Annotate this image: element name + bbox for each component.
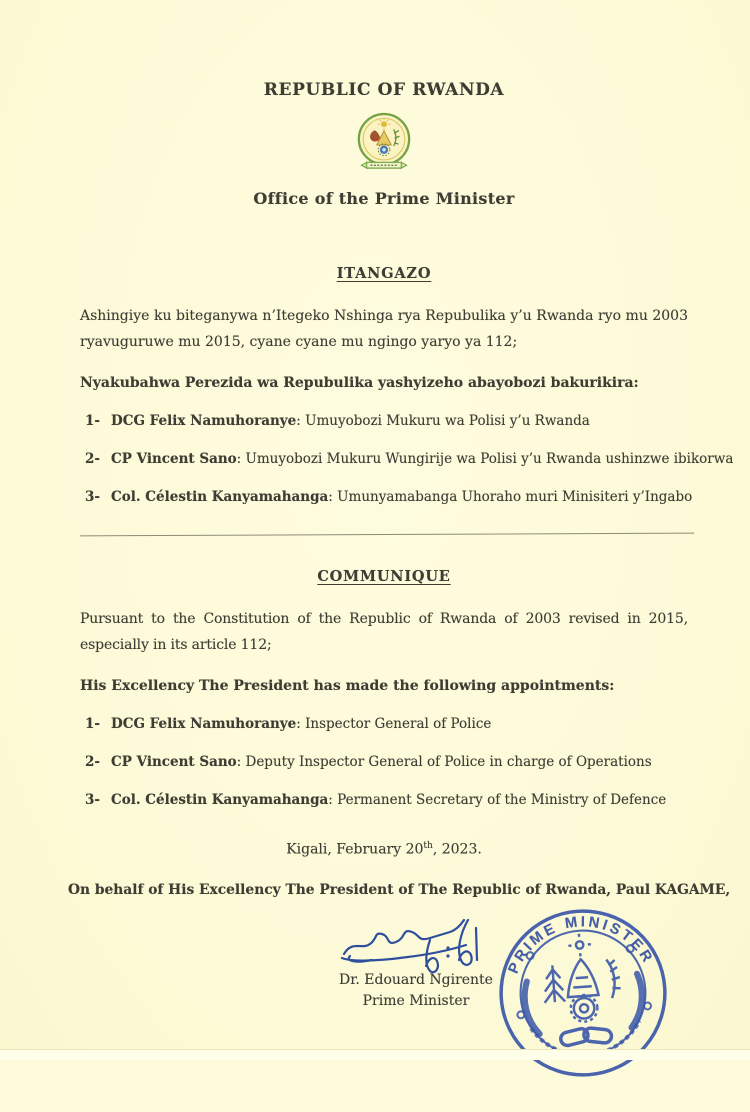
list-item: 3- Col. Célestin Kanyamahanga: Umunyamabanga Uhoraho muri Minisiteri y’Ingabo	[85, 489, 693, 505]
republic-title: REPUBLIC OF RWANDA	[263, 80, 505, 100]
rwanda-emblem-icon	[355, 110, 413, 176]
communique-heading: COMMUNIQUE	[317, 568, 451, 585]
stamp-arc-text: PRIME MINISTER	[505, 913, 657, 976]
communique-lead: His Excellency The President has made the following appointments:	[80, 678, 615, 694]
signer-identity	[316, 970, 516, 1012]
appointee-name: Col. Célestin Kanyamahanga	[111, 792, 329, 808]
itangazo-intro: Ashingiye ku biteganywa n’Itegeko Nshinga rya Repubulika y’u Rwanda ryo mu 2003 ryavuguruwe mu 2015, cyane cyane mu ngingo yaryo ya 112;	[80, 308, 688, 350]
stamp-knot	[559, 1025, 613, 1047]
office-title: Office of the Prime Minister	[253, 189, 515, 208]
signature-icon	[338, 914, 503, 976]
itangazo-lead: Nyakubahwa Perezida wa Repubulika yashyizeho abayobozi bakurikira:	[80, 375, 639, 391]
appointee-name: CP Vincent Sano	[111, 451, 237, 467]
appointee-role: : Umunyamabanga Uhoraho muri Minisiteri y’Ingabo	[328, 489, 693, 505]
appointee-name: CP Vincent Sano	[111, 754, 237, 770]
appointee-role: : Permanent Secretary of the Ministry of Defence	[328, 792, 667, 808]
itangazo-heading: ITANGAZO	[336, 265, 432, 282]
communique-appointments-list	[80, 716, 688, 808]
appointee-role: : Umuyobozi Mukuru wa Polisi y’u Rwanda	[296, 413, 590, 429]
communique-intro: Pursuant to the Constitution of the Republic of Rwanda of 2003 revised in 2015, especially in its article 112;	[80, 611, 688, 653]
signer-title: Prime Minister	[362, 992, 470, 1009]
list-item: 3- Col. Célestin Kanyamahanga: Permanent Secretary of the Ministry of Defence	[85, 792, 667, 808]
page-bottom-edge	[0, 1049, 750, 1060]
signer-name: Dr. Edouard Ngirente	[339, 971, 493, 988]
list-item: 1- DCG Felix Namuhoranye: Umuyobozi Mukuru wa Polisi y’u Rwanda	[85, 413, 590, 429]
on-behalf-line: On behalf of His Excellency The President of The Republic of Rwanda, Paul KAGAME,	[68, 881, 731, 898]
itangazo-appointments-list	[80, 413, 734, 505]
signature-block	[80, 904, 688, 1112]
appointee-role: : Inspector General of Police	[296, 716, 492, 732]
stamp-coat-of-arms	[540, 931, 623, 1024]
appointee-role: : Umuyobozi Mukuru Wungirije wa Polisi y’u Rwanda ushinzwe ibikorwa	[236, 451, 734, 467]
dateline: Kigali, February 20th, 2023.	[286, 841, 482, 858]
section-divider	[80, 533, 694, 537]
list-item: 2- CP Vincent Sano: Deputy Inspector General of Police in charge of Operations	[85, 754, 652, 770]
list-item: 2- CP Vincent Sano: Umuyobozi Mukuru Wungirije wa Polisi y’u Rwanda ushinzwe ibikorwa	[85, 451, 734, 467]
appointee-name: Col. Célestin Kanyamahanga	[111, 489, 329, 505]
appointee-name: DCG Felix Namuhoranye	[111, 716, 297, 732]
ordinal-suffix: th	[423, 841, 433, 851]
appointee-name: DCG Felix Namuhoranye	[111, 413, 297, 429]
appointee-role: : Deputy Inspector General of Police in charge of Operations	[236, 754, 652, 770]
list-item: 1- DCG Felix Namuhoranye: Inspector General of Police	[85, 716, 492, 732]
